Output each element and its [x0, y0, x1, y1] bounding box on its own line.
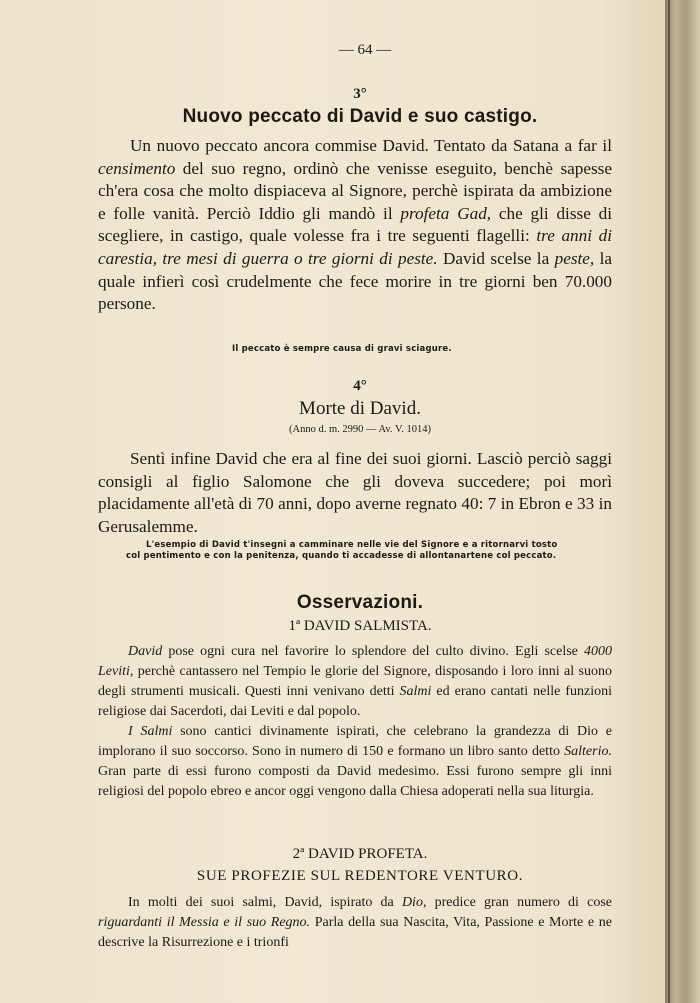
observation-2-subtitle: SUE PROFEZIE SUL REDENTORE VENTURO. [196, 868, 524, 884]
section-3-number: 3° [353, 86, 367, 102]
page-edge-shadow [668, 0, 670, 1003]
section-4-title: Morte di David. [299, 398, 421, 419]
page-edge [665, 0, 700, 1003]
section-3-note: Il peccato è sempre causa di gravi sciagure. [232, 344, 452, 354]
observation-1-text: David pose ogni cura nel favorire lo splendore del culto divino. Egli scelse 4000 Leviti, perchè cantassero nel Tempio le glorie del Signore, disposando i loro inni al suono degli strumenti musicali. Questi inni venivano detti Salmi ed erano cantati nelle funzioni religiose dai Sacerdoti, dai Leviti e dal popolo. I Salmi sono cantici divinamente ispirati, che celebrano la grandezza di Dio e implorano il suo soccorso. Sono in numero di 150 e formano un libro santo detto Salterio. Gran parte di essi furono composti da David medesimo. Essi furono sempre gli inni religiosi del popolo ebreo e ancor oggi vengono dalla Chiesa adoperati nella sua liturgia. [98, 644, 612, 799]
section-4-number: 4° [353, 378, 367, 394]
section-4-paragraph: Sentì infine David che era al fine dei suoi giorni. Lasciò perciò saggi consigli al figlio Salomone che gli doveva succedere; poi morì placidamente all'età di 70 anni, dopo averne regnato 40: 7 in Ebron e 33 in Gerusalemme. [98, 449, 612, 536]
page-number: — 64 — [338, 42, 392, 58]
section-4-note: L'esempio di David t'insegni a camminare nelle vie del Signore e a ritornarvi tosto col pentimento e con la penitenza, quando ti accadesse di allontanartene col peccato. [126, 540, 558, 561]
section-4-subtitle: (Anno d. m. 2990 — Av. V. 1014) [289, 424, 431, 435]
observations-title: Osservazioni. [296, 592, 424, 613]
section-3-paragraph: Un nuovo peccato ancora commise David. Tentato da Satana a far il censimento del suo regno, ordinò che venisse eseguito, benchè sapesse ch'era cosa che molto dispiaceva al Signore, perchè ispirata da ambizione e folle vanità. Perciò Iddio gli mandò il profeta Gad, che gli disse di scegliere, in castigo, quale volesse fra i tre seguenti flagelli: tre anni di carestia, tre mesi di guerra o tre giorni di peste. David scelse la peste, la quale infierì così crudelmente che fece morire in tre giorni ben 70.000 persone. [98, 136, 613, 314]
section-3-title: Nuovo peccato di David e suo castigo. [182, 106, 538, 127]
observation-2-title: 2ª DAVID PROFETA. [292, 846, 428, 862]
observation-2-text: In molti dei suoi salmi, David, ispirato da Dio, predice gran numero di cose riguardanti il Messia e il suo Regno. Parla della sua Nascita, Vita, Passione e Morte e ne descrive la Risurrezione e i trionfi [98, 895, 612, 950]
observation-1-title: 1ª DAVID SALMISTA. [288, 618, 432, 634]
